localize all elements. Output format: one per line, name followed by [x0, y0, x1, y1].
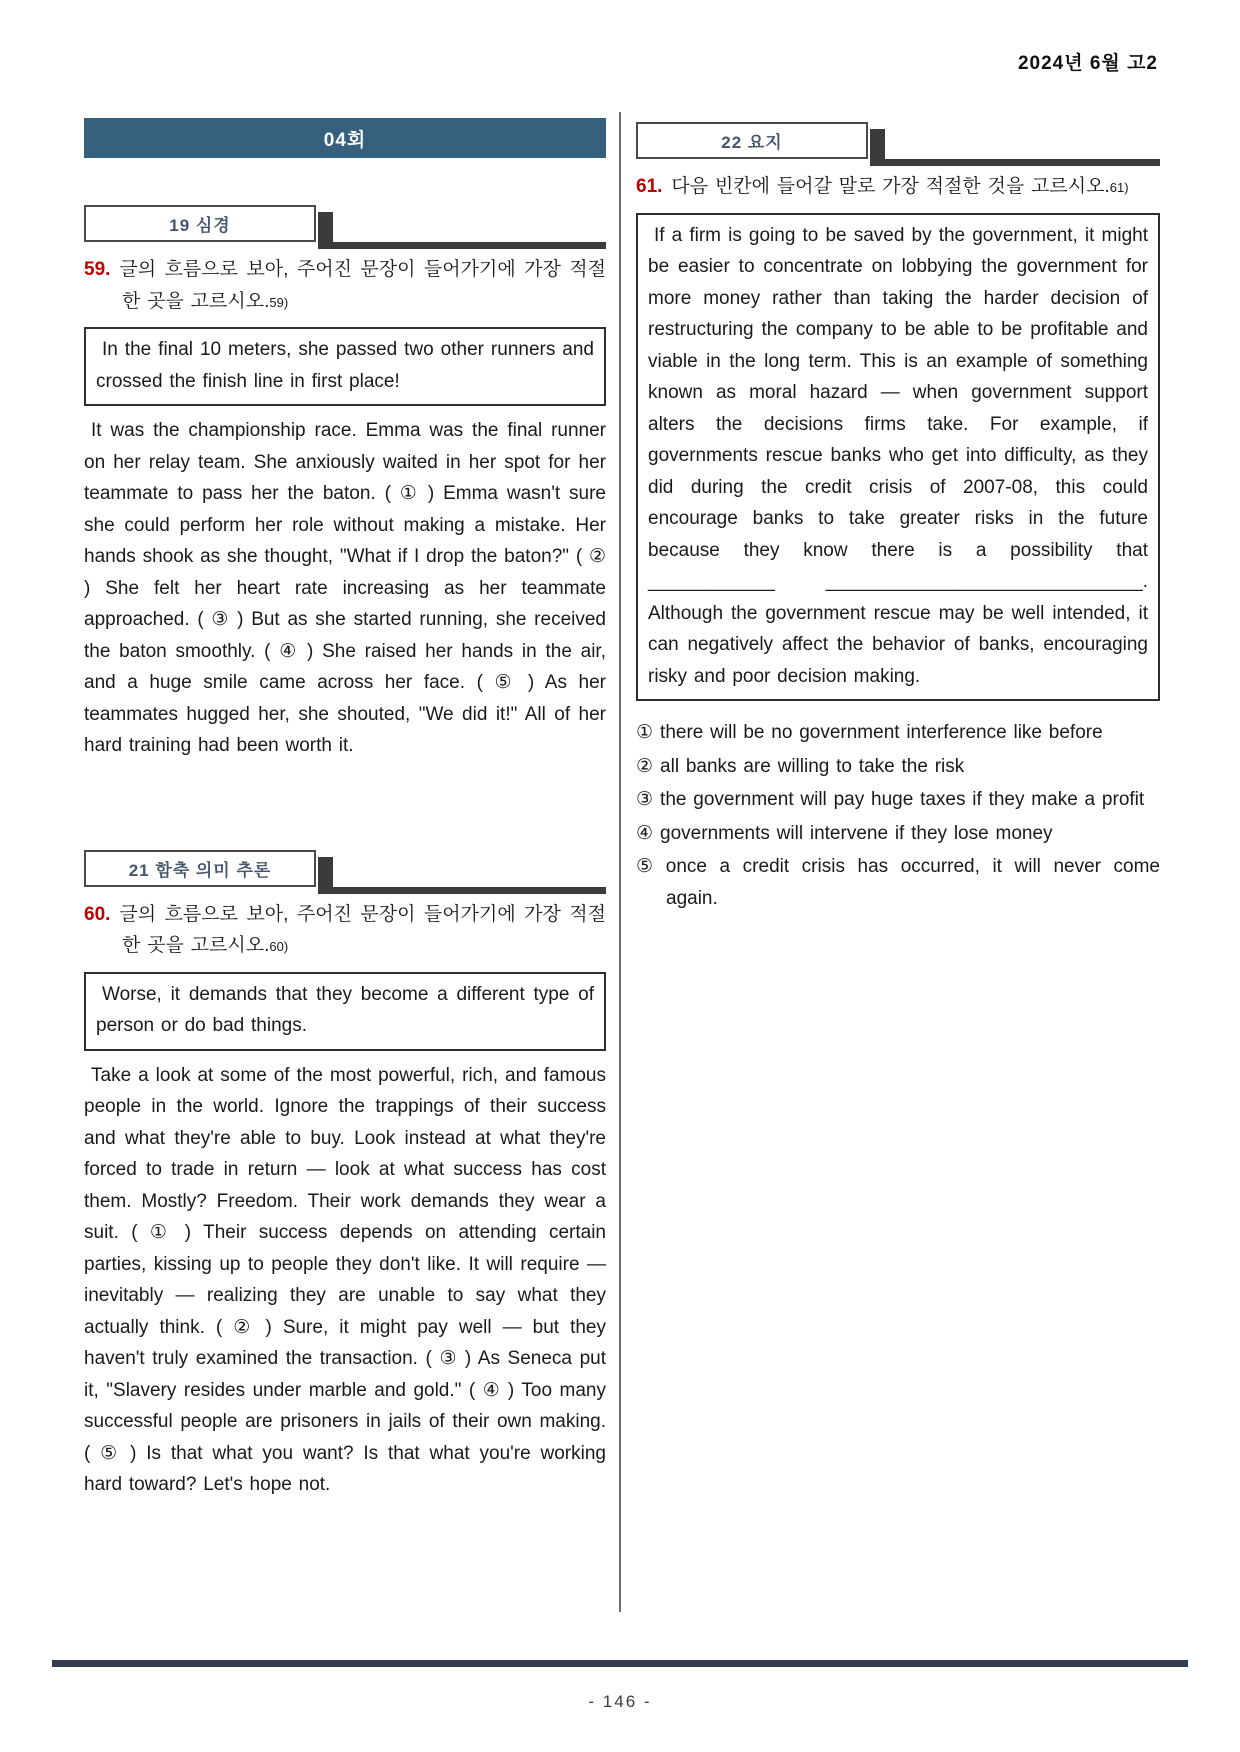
choice-5-text: once a credit crisis has occurred, it will never come again. — [665, 856, 1160, 909]
choice-3-text: the government will pay huge taxes if they make a profit — [660, 789, 1145, 810]
question-tag-label-60: 21 함축 의미 추론 — [128, 860, 272, 880]
page-header-title: 2024년 6월 고2 — [1017, 53, 1158, 74]
choice-1 — [636, 717, 1160, 749]
passage-59: It was the championship race. Emma was the final runner on her relay team. She anxiously waited in her spot for her teammate to pass her the baton. ( ① ) Emma wasn't sure she could perform her role without making a mistake. Her hands shook as she thought, "What if I drop the baton?" ( ② ) She felt her heart rate increasing as her teammate approached. ( ③ ) But as she started running, she received the baton smoothly. ( ④ ) She raised her hands in the air, and a huge smile came across her face. ( ⑤ ) As her teammates hugged her, she shouted, "We did it!" All of her hard training had been worth it. — [84, 420, 606, 756]
choice-2-marker: ② — [636, 755, 654, 777]
question-tag-box-59 — [84, 205, 316, 242]
given-sentence-box-59: In the final 10 meters, she passed two other runners and crossed the finish line in first place! — [84, 327, 606, 406]
question-60-number: 60. — [84, 903, 111, 925]
session-banner — [84, 118, 606, 158]
choice-2-text: all banks are willing to take the risk — [660, 755, 965, 777]
tag-rule-line-60 — [333, 887, 606, 894]
question-60-text: 글의 흐름으로 보아, 주어진 문장이 들어가기에 가장 적절한 곳을 고르시오. — [119, 903, 606, 956]
question-tag-label-61: 22 요지 — [721, 133, 783, 152]
question-tag-label-59: 19 심경 — [169, 216, 231, 235]
question-59-number: 59. — [84, 259, 111, 280]
session-banner-label: 04회 — [323, 129, 367, 151]
question-tag-box-60 — [84, 850, 316, 887]
choice-2 — [636, 751, 1160, 783]
choice-3-marker: ③ — [636, 789, 654, 810]
question-61-text: 다음 빈칸에 들어갈 말로 가장 적절한 것을 고르시오. — [671, 176, 1110, 197]
tag-shadow-bar-59 — [318, 212, 333, 249]
question-tag-box-61 — [636, 122, 868, 159]
question-59-footnote: 59) — [269, 294, 289, 310]
tag-shadow-bar-61 — [870, 129, 885, 166]
left-column — [84, 0, 606, 1501]
choice-5 — [636, 851, 1160, 914]
question-tag-row-60 — [84, 850, 606, 893]
question-61-prompt — [636, 171, 1160, 204]
question-tag-row-61 — [636, 122, 1160, 165]
question-tag-row-59 — [84, 205, 606, 248]
choice-4-text: governments will intervene if they lose money — [660, 822, 1053, 844]
footer-rule — [52, 1660, 1188, 1667]
choice-1-text: there will be no government interference like before — [660, 722, 1103, 743]
question-61-number: 61. — [636, 176, 663, 197]
passage-box-61: If a firm is going to be saved by the government, it might be easier to concentrate on lobbying the government for more money rather than taking the harder decision of restructuring the company to be able to be profitable and viable in the long term. This is an example of something known as moral hazard — when government support alters the decisions firms take. For example, if governments rescue banks who get into difficulty, as they did during the credit crisis of 2007-08, this could encourage banks to take greater risks in the future because they know there is a possibility that ____________ ______________________________. Although the government rescue may be well intended, it can negatively affect the behavior of banks, encouraging risky and poor decision making. — [636, 213, 1160, 702]
tag-rule-line-59 — [333, 242, 606, 249]
choice-5-marker: ⑤ — [636, 856, 659, 877]
passage-60: Take a look at some of the most powerful, rich, and famous people in the world. Ignore the trappings of their success and what they're able to buy. Look instead at what they're forced to trade in return — look at what success has cost them. Mostly? Freedom. Their work demands they wear a suit. ( ① ) Their success depends on attending certain parties, kissing up to people they don't like. It will require — inevitably — realizing they are unable to say what they actually think. ( ② ) Sure, it might pay well — but they haven't truly examined the transaction. ( ③ ) As Seneca put it, "Slavery resides under marble and gold." ( ④ ) Too many successful people are prisoners in jails of their own making. ( ⑤ ) Is that what you want? Is that what you're working hard toward? Let's hope not. — [84, 1064, 606, 1495]
tag-rule-line-61 — [885, 159, 1160, 166]
choice-4 — [636, 818, 1160, 850]
question-60-prompt — [84, 899, 606, 963]
question-60-footnote: 60) — [269, 939, 289, 954]
choice-1-marker: ① — [636, 722, 654, 743]
page-number: - 146 - — [588, 1692, 652, 1711]
right-column — [636, 0, 1160, 916]
column-divider — [619, 112, 621, 1612]
question-61-footnote: 61) — [1109, 180, 1129, 195]
answer-choices-61 — [636, 717, 1160, 914]
question-59-prompt — [84, 254, 606, 318]
choice-3 — [636, 784, 1160, 816]
given-sentence-box-60: Worse, it demands that they become a different type of person or do bad things. — [84, 972, 606, 1051]
choice-4-marker: ④ — [636, 822, 654, 844]
question-59-text: 글의 흐름으로 보아, 주어진 문장이 들어가기에 가장 적절한 곳을 고르시오. — [119, 259, 606, 312]
tag-shadow-bar-60 — [318, 857, 333, 894]
